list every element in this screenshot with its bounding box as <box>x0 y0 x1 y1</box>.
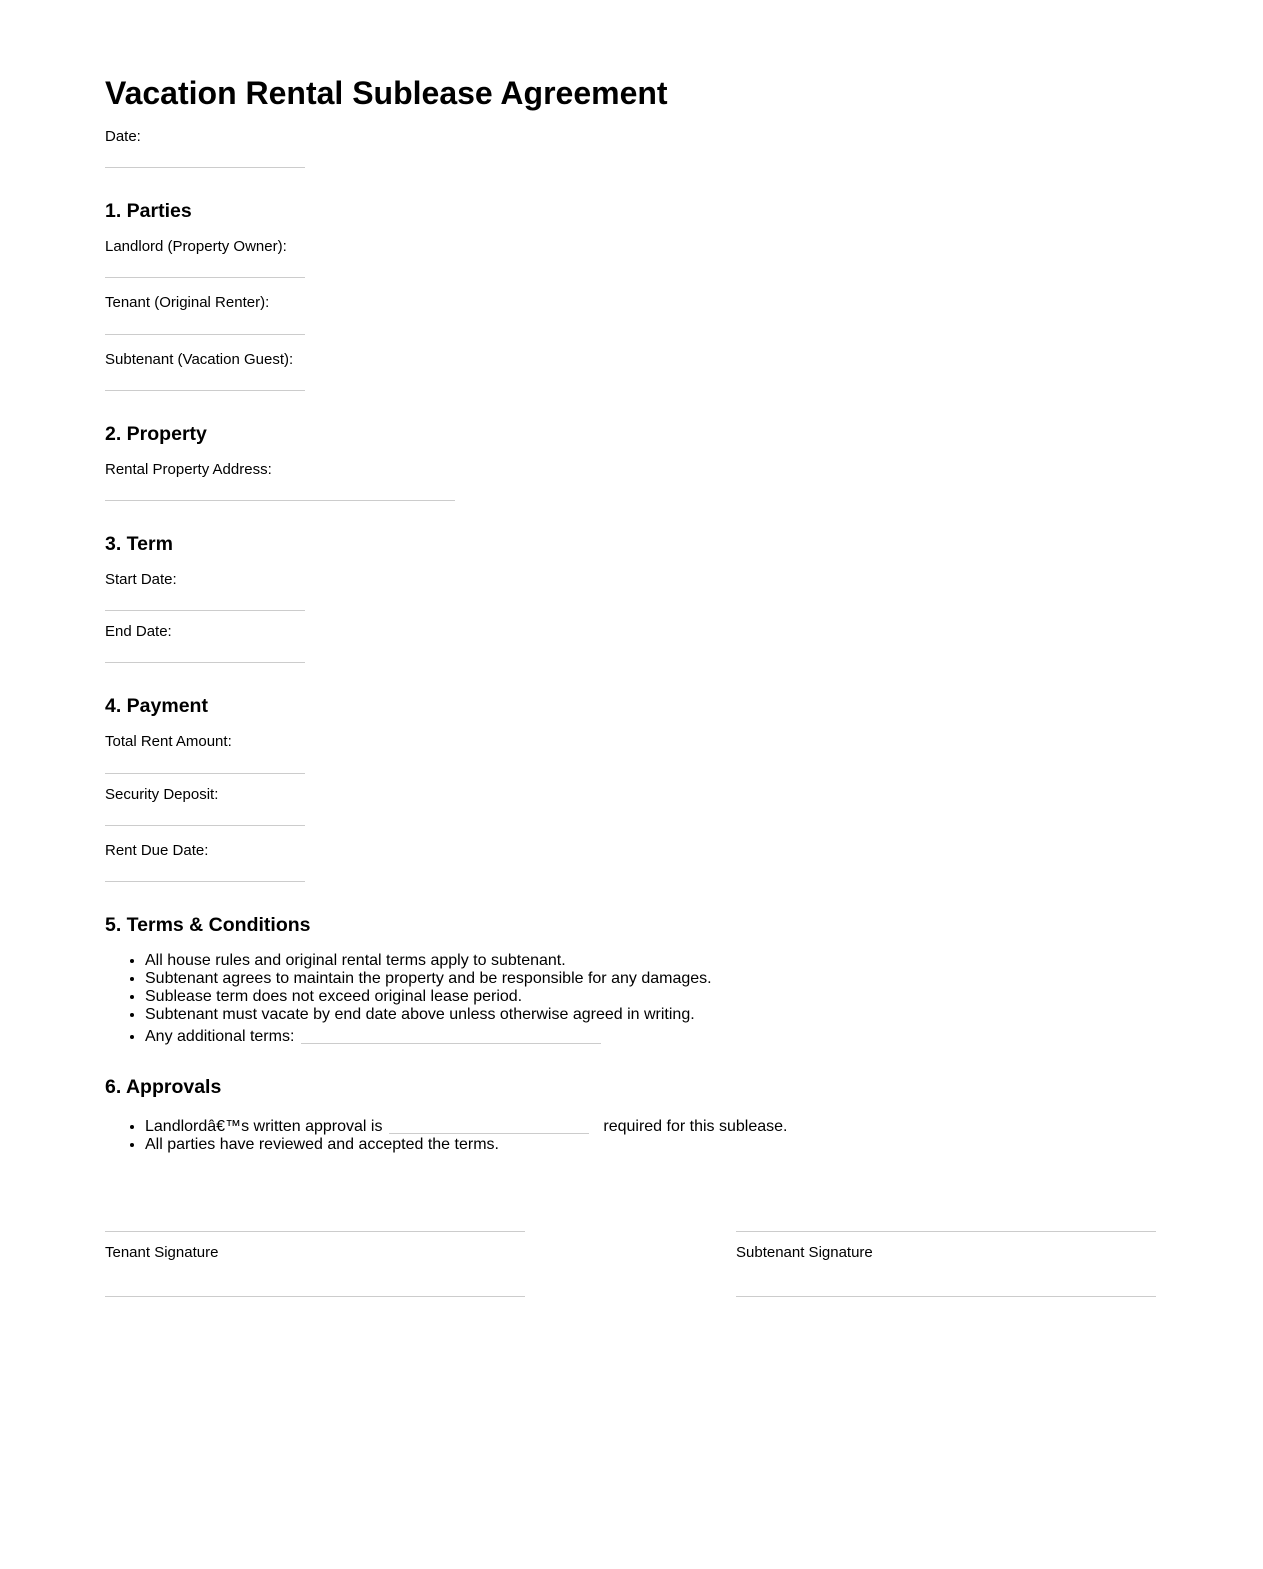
subtenant-field[interactable] <box>105 390 305 391</box>
subtenant-label: Subtenant (Vacation Guest): <box>105 351 294 368</box>
approvals-list-item <box>145 1116 787 1136</box>
security-deposit-field[interactable] <box>105 825 305 826</box>
approvals-list-item: • All parties have reviewed and accepted the terms. <box>145 1136 787 1154</box>
start-date-field[interactable] <box>105 610 305 611</box>
document-title: Vacation Rental Sublease Agreement <box>105 75 668 111</box>
terms-list-item: • Subtenant must vacate by end date above unless otherwise agreed in writing. <box>145 1006 712 1024</box>
additional-terms-field[interactable] <box>301 1029 601 1044</box>
date-label: Date: <box>105 128 141 145</box>
landlord-field[interactable] <box>105 277 305 278</box>
terms-list-item-additional <box>145 1026 712 1046</box>
start-date-label: Start Date: <box>105 571 177 588</box>
section-heading-property: 2. Property <box>105 423 207 445</box>
end-date-field[interactable] <box>105 662 305 663</box>
section-heading-parties: 1. Parties <box>105 200 192 222</box>
rent-due-date-field[interactable] <box>105 881 305 882</box>
tenant-signature-top-line <box>105 1231 525 1232</box>
subtenant-signature-field[interactable] <box>736 1296 1156 1297</box>
approvals-list <box>105 1116 787 1154</box>
end-date-label: End Date: <box>105 623 172 640</box>
tenant-signature-label: Tenant Signature <box>105 1244 219 1261</box>
property-address-label: Rental Property Address: <box>105 461 272 478</box>
subtenant-signature-label: Subtenant Signature <box>736 1244 873 1261</box>
rent-due-date-label: Rent Due Date: <box>105 842 209 859</box>
terms-list-item: • Subtenant agrees to maintain the property and be responsible for any damages. <box>145 970 712 988</box>
section-heading-terms-conditions: 5. Terms & Conditions <box>105 914 311 936</box>
approval-text-before: Landlordâ€™s written approval is <box>145 1118 383 1135</box>
total-rent-field[interactable] <box>105 773 305 774</box>
landlord-label: Landlord (Property Owner): <box>105 238 287 255</box>
tenant-signature-field[interactable] <box>105 1296 525 1297</box>
terms-list <box>105 952 712 1046</box>
security-deposit-label: Security Deposit: <box>105 786 219 803</box>
approval-text-after: required for this sublease. <box>603 1118 788 1135</box>
section-heading-approvals: 6. Approvals <box>105 1076 222 1098</box>
date-field[interactable] <box>105 167 305 168</box>
tenant-field[interactable] <box>105 334 305 335</box>
tenant-label: Tenant (Original Renter): <box>105 294 270 311</box>
subtenant-signature-top-line <box>736 1231 1156 1232</box>
additional-terms-label: Any additional terms: <box>145 1028 295 1045</box>
landlord-approval-field[interactable] <box>389 1119 589 1134</box>
total-rent-label: Total Rent Amount: <box>105 733 232 750</box>
terms-list-item: • All house rules and original rental terms apply to subtenant. <box>145 952 712 970</box>
section-heading-term: 3. Term <box>105 533 173 555</box>
terms-list-item: • Sublease term does not exceed original lease period. <box>145 988 712 1006</box>
property-address-field[interactable] <box>105 500 455 501</box>
section-heading-payment: 4. Payment <box>105 695 208 717</box>
